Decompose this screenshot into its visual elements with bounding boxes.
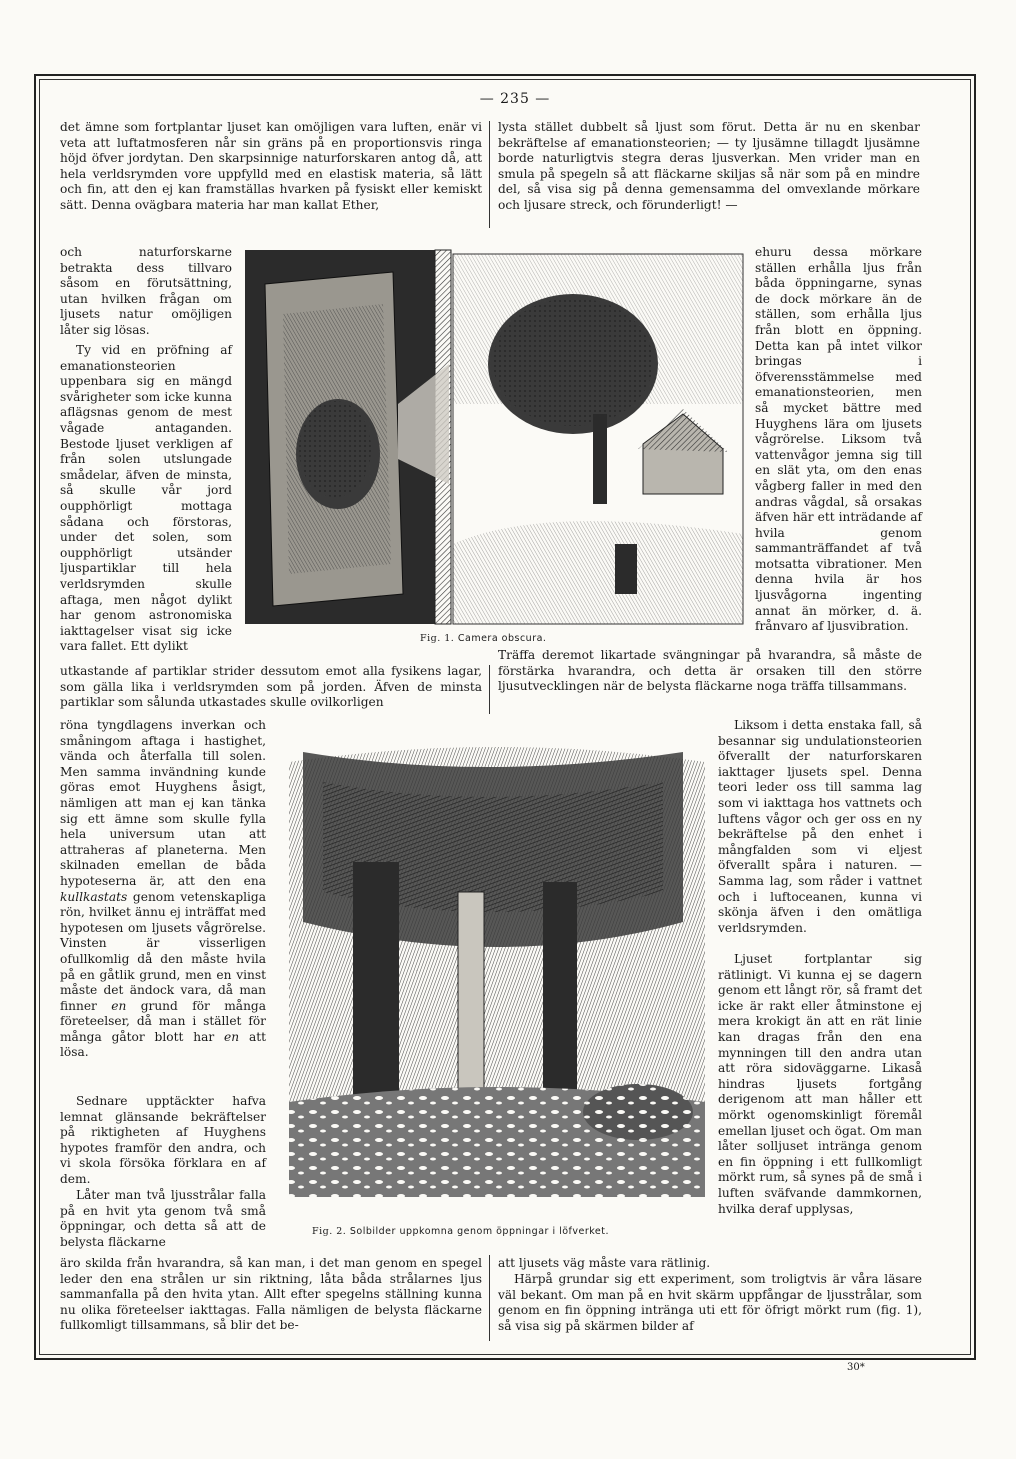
figure-1-caption [420, 633, 546, 644]
paragraph-left-8: äro skilda från hvarandra, så kan man, i det man genom en spegel leder den ena strålen ur sin riktning, låta båda strålarnes ljus sammanfalla på den hvita ytan. Allt efter spegelns ställning kunna nu olika företeelser iakttagas. Falla nämligen de belysta fläckarne fullkomligt tillsammans, så blir det be- [60, 1256, 482, 1333]
figure-2-caption [312, 1226, 609, 1237]
emphasis-en: en [111, 998, 127, 1013]
text-run: att lösa. [60, 1029, 267, 1060]
paragraph-left-5 [60, 718, 266, 1061]
paragraph-right-4: Liksom i detta enstaka fall, så besannar sig undulationsteorien öfverallt der naturforskaren iakttager ljusets spel. Denna teori leder oss till samma lag som vi iakttaga hos vattnets och luftens vågor och ger oss en ny bekräftelse på den enhet i mångfalden som vi eljest öfverallt spåra i naturen. — Samma lag, som råder i vattnet och i luftoceanen, kunna vi skönja äfven i den omätliga verldsrymden. [718, 718, 922, 935]
column-rule-bottom [489, 1255, 490, 1341]
paragraph-right-5: Ljuset fortplantar sig rätlinigt. Vi kunna ej se dagern genom ett långt rör, så framt det icke är rakt eller åtminstone ej mera krokigt än att en rät linie kan dragas från den ena mynningen till den andra utan att röra sidoväggarne. Likaså hindras ljusets fortgång derigenom att man håller ett mörkt ogenomskinligt föremål emellan ljuset och ögat. Om man låter solljuset intränga genom en fin öppning i ett fullkomligt mörkt rum, så synes på de små i luften sväfvande dammkornen, hvilka deraf upplysas, [718, 952, 922, 1216]
text-run: grund för många företeelser, då man i stället för många gåtor blott har [60, 998, 266, 1044]
paragraph-left-1: det ämne som fortplantar ljuset kan omöjligen vara luften, enär vi veta att luftatmosferen når sin gräns på en proportionsvis ringa höjd öfver jordytan. Den skarpsinnige naturforskaren antog då, att hela verldsrymden vore uppfylld med en elastisk materia, så lätt och fin, att den ej kan framställas hvarken på fysiskt eller kemiskt sätt. Denna ovägbara materia har man kallat Ether, [60, 120, 482, 212]
camera-obscura-engraving [243, 244, 746, 630]
forest-engraving [283, 742, 711, 1207]
paragraph-right-1: lysta stället dubbelt så ljust som förut. Detta är nu en skenbar bekräftelse af emanationsteorien; — ty ljusämne tillagdt ljusämne borde naturligtvis stegra deras ljusverkan. Men vrider man en smula på spegeln så att fläckarne skiljas så när som på en mindre del, så visa sig på denna gemensamma del omvexlande mörkare och ljusare streck, och förunderligt! — [498, 120, 920, 212]
paragraph-left-7: Låter man två ljusstrålar falla på en hvit yta genom två små öppningar, och detta så att de belysta fläckarne [60, 1188, 266, 1249]
figure-camera-obscura [243, 244, 746, 630]
rider-figure [615, 544, 637, 594]
figure-2-title: Solbilder uppkomna genom öppningar i löfverket. [349, 1226, 610, 1237]
emphasis-en: en [224, 1029, 240, 1044]
paragraph-right-7: Härpå grundar sig ett experiment, som troligtvis är våra läsare väl bekant. Om man på en hvit skärm uppfångar de ljusstrålar, som genom en fin öppning intränga uti ett för öfrigt mörkt rum (fig. 1), så visa sig på skärmen bilder af [498, 1272, 922, 1333]
column-rule-middle [489, 665, 490, 714]
figure-sun-images [283, 742, 711, 1207]
figure-1-label: Fig. 1. [420, 633, 455, 644]
emphasis-kullkastats: kullkastats [60, 889, 128, 904]
paragraph-left-3: Ty vid en pröfning af emanationsteorien uppenbara sig en mängd svårigheter som icke kunna aflägsnas genom de mest vågade antaganden. Bestode ljuset verkligen af från solen utslungade smådelar, äfven de minsta, så skulle vår jord oupphörligt mottaga sådana och förstoras, under det solen, som oupphörligt utsänder ljuspartiklar till hela verldsrymden skulle aftaga, men något dylikt har genom astronomiska iakttagelser visat sig icke vara fallet. Ett dylikt [60, 343, 232, 654]
figure-2-label: Fig. 2. [312, 1226, 347, 1237]
paragraph-left-4: utkastande af partiklar strider dessutom emot alla fysikens lagar, som gälla lika i verldsrymden som på jorden. Äfven de minsta partiklar som sålunda utkastades skulle ovilkorligen [60, 664, 482, 710]
column-rule-top [489, 121, 490, 228]
paragraph-right-3: Träffa deremot likartade svängningar på hvarandra, så måste de förstärka hvarandra, och detta är orsaken till den större ljusutvecklingen när de belysta fläckarne noga träffa tillsammans. [498, 648, 922, 694]
text-run: genom vetenskapliga rön, hvilket ännu ej inträffat med hypotesen om ljusets vågrörelse. Vinsten är visserligen ofullkomlig då den måste hvila på en gåtlik grund, men en vinst måste det ändock vara, då man finner [60, 889, 266, 1013]
footer-stamp: 30* [847, 1362, 865, 1373]
page-number: — 235 — [479, 91, 551, 107]
tree-trunk-right [543, 882, 577, 1112]
paragraph-left-2: och naturforskarne betrakta dess tillvaro såsom en förutsättning, utan hvilken frågan om ljusets natur omöjligen låter sig lösas. [60, 245, 232, 337]
paragraph-right-2: ehuru dessa mörkare ställen erhålla ljus från båda öppningarne, synas de dock mörkare än de ställen, som erhålla ljus från blott en öppning. Detta kan på intet vilkor bringas i öfverensstämmelse med emanationsteorien, men så mycket bättre med Huyghens lära om ljusets vågrörelse. Liksom två vattenvågor jemna sig till en slät yta, om den enas vågberg faller in med den andras vågdal, så orsakas äfven här ett inträdande af hvila genom sammanträffandet af två motsatta vibrationer. Men denna hvila är hos ljusvågorna ingenting annat än mörker, d. ä. frånvaro af ljusvibration. [755, 245, 922, 634]
paragraph-right-6: att ljusets väg måste vara rätlinig. [498, 1256, 711, 1270]
text-run: röna tyngdlagens inverkan och småningom aftaga i hastighet, vända och återfalla till solen. Men samma invändning kunde göras emot Huyghens åsigt, nämligen att man ej kan tänka sig ett ämne som skulle fylla hela universum utan att attraheras af planeterna. Men skilnaden emellan de båda hypoteserna är, att den ena [60, 718, 266, 888]
paragraph-left-6: Sednare upptäckter hafva lemnat glänsande bekräftelser på riktigheten af Huyghens hypotes framför den andra, och vi skola försöka förklara en af dem. [60, 1094, 266, 1186]
figure-1-title: Camera obscura. [457, 633, 547, 644]
